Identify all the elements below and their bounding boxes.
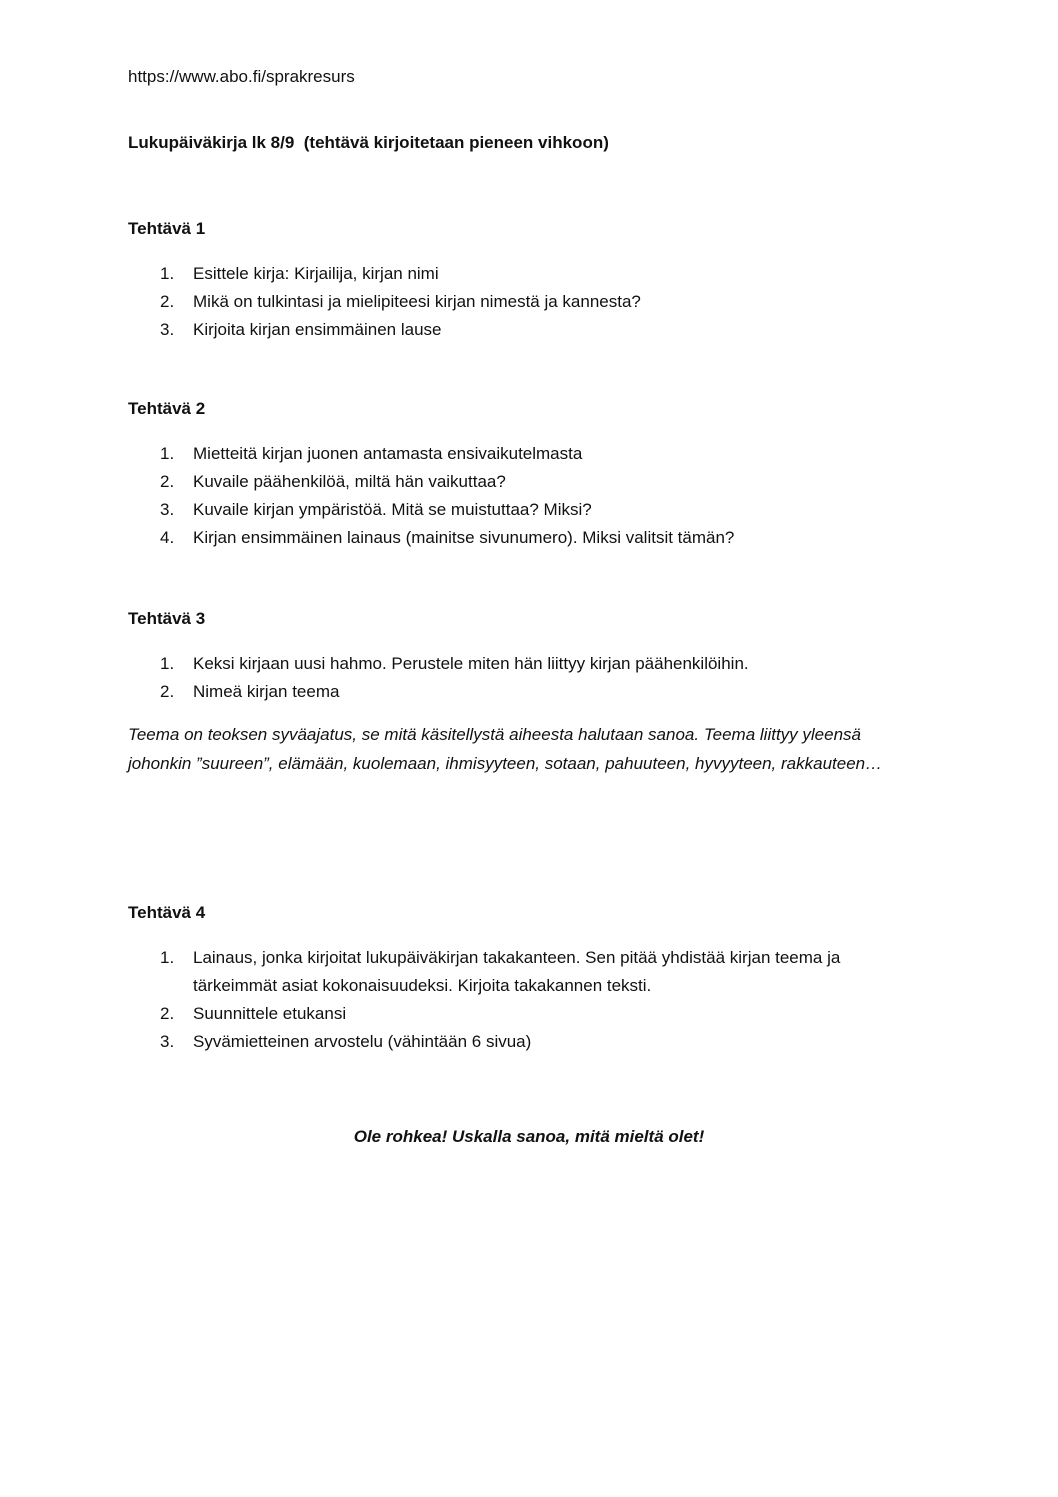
item-text: Esittele kirja: Kirjailija, kirjan nimi	[193, 264, 439, 283]
list-item	[128, 440, 928, 468]
task-4-section	[128, 902, 928, 1056]
task-4-list	[128, 944, 928, 1056]
task-1-heading: Tehtävä 1	[128, 219, 206, 238]
item-number: 2.	[160, 1004, 175, 1023]
list-item	[128, 524, 928, 552]
item-number: 3.	[160, 500, 175, 519]
list-item	[128, 496, 928, 524]
task-3-section	[128, 608, 928, 778]
item-number: 1.	[160, 948, 175, 967]
task-3-list	[128, 650, 928, 706]
item-number: 1.	[160, 264, 175, 283]
item-number: 3.	[160, 320, 175, 339]
item-number: 4.	[160, 528, 175, 547]
list-item	[128, 468, 928, 496]
item-number: 2.	[160, 472, 175, 491]
list-item	[128, 1000, 928, 1028]
item-number: 1.	[160, 654, 175, 673]
item-number: 2.	[160, 682, 175, 701]
source-url: https://www.abo.fi/sprakresurs	[128, 67, 355, 86]
list-item	[128, 678, 928, 706]
list-item	[128, 944, 928, 1000]
task-2-section	[128, 398, 928, 552]
task-4-heading: Tehtävä 4	[128, 903, 206, 922]
task-1-section	[128, 218, 928, 344]
item-text: Nimeä kirjan teema	[193, 682, 340, 701]
task-2-heading: Tehtävä 2	[128, 399, 206, 418]
item-text: Mikä on tulkintasi ja mielipiteesi kirjan nimestä ja kannesta?	[193, 292, 641, 311]
item-number: 3.	[160, 1032, 175, 1051]
closing-message: Ole rohkea! Uskalla sanoa, mitä mieltä olet!	[353, 1127, 705, 1146]
item-text: Kuvaile kirjan ympäristöä. Mitä se muistuttaa? Miksi?	[193, 500, 592, 519]
item-text: Suunnittele etukansi	[193, 1004, 347, 1023]
item-text: Kuvaile päähenkilöä, miltä hän vaikuttaa?	[193, 472, 506, 491]
list-item	[128, 1028, 928, 1056]
item-text: Lainaus, jonka kirjoitat lukupäiväkirjan takakanteen. Sen pitää yhdistää kirjan teema ja tärkeimmät asiat kokonaisuudeksi. Kirjoita takakannen teksti.	[193, 948, 841, 995]
list-item	[128, 260, 928, 288]
document-title: Lukupäiväkirja lk 8/9 (tehtävä kirjoitetaan pieneen vihkoon)	[128, 133, 609, 152]
task-1-list	[128, 260, 928, 344]
list-item	[128, 650, 928, 678]
list-item	[128, 288, 928, 316]
item-number: 1.	[160, 444, 175, 463]
item-text: Kirjoita kirjan ensimmäinen lause	[193, 320, 442, 339]
item-text: Keksi kirjaan uusi hahmo. Perustele miten hän liittyy kirjan päähenkilöihin.	[193, 654, 749, 673]
item-text: Syvämietteinen arvostelu (vähintään 6 sivua)	[193, 1032, 532, 1051]
item-text: Mietteitä kirjan juonen antamasta ensivaikutelmasta	[193, 444, 583, 463]
theme-note: Teema on teoksen syväajatus, se mitä käsitellystä aiheesta halutaan sanoa. Teema liittyy yleensä johonkin ”suureen”, elämään, kuolemaan, ihmisyyteen, sotaan, pahuuteen, hyvyyteen, rakkauteen…	[128, 725, 883, 773]
list-item	[128, 316, 928, 344]
item-number: 2.	[160, 292, 175, 311]
task-2-list	[128, 440, 928, 552]
task-3-heading: Tehtävä 3	[128, 609, 206, 628]
item-text: Kirjan ensimmäinen lainaus (mainitse sivunumero). Miksi valitsit tämän?	[193, 528, 735, 547]
